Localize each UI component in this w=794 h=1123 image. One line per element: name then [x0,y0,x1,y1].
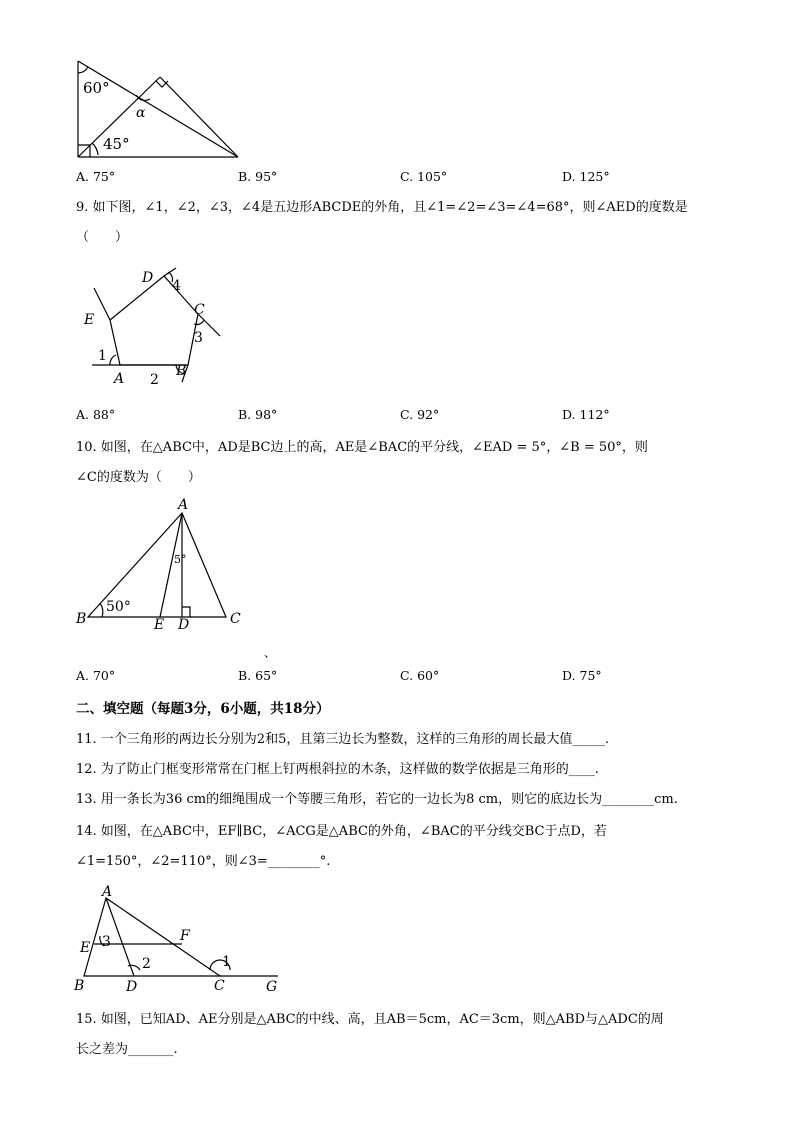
q14-label-1: 1 [222,954,231,970]
q9-pentagon [110,276,198,365]
q10-label-c: C [230,611,241,627]
q10-option-b[interactable]: B. 65° [238,668,278,683]
q10-label-d: D [178,617,190,633]
q9-arc-3 [194,320,204,325]
q8-figure [70,55,250,165]
q9-extension-d [164,268,176,276]
q14-label-f: F [180,928,190,944]
q14-label-3: 3 [102,934,111,950]
q9-option-c[interactable]: C. 92° [400,407,440,422]
q9-label-3: 3 [194,330,203,346]
q9-label-1: 1 [98,348,107,364]
q14-arc-2 [128,965,140,970]
q9-option-d[interactable]: D. 112° [562,407,610,422]
q9-figure [80,262,230,392]
q10-label-50: 50° [106,599,131,615]
q14-label-d: D [126,979,138,995]
q9-option-a[interactable]: A. 88° [76,407,116,422]
q14-question-text-2: ∠1=150°，∠2=110°，则∠3=________°. [76,854,331,869]
q14-label-2: 2 [142,956,151,972]
q9-label-b: B [176,363,187,379]
q9-label-2: 2 [150,372,159,388]
section-fill-in-title: 二、填空题（每题3分，6小题，共18分） [76,701,330,717]
q10-stray-mark: 、 [264,646,277,660]
q10-option-a[interactable]: A. 70° [76,668,116,683]
q10-arc-50 [100,603,103,617]
q8-option-c[interactable]: C. 105° [400,169,448,184]
q8-arc-60 [78,67,88,73]
q9-arc-1 [110,355,116,365]
q10-right-angle-mark [182,607,190,617]
q14-label-e: E [80,940,91,956]
q10-label-e: E [154,617,165,633]
q8-label-alpha: α [136,105,146,121]
q10-option-c[interactable]: C. 60° [400,668,440,683]
q10-label-a: A [178,497,189,513]
q8-label-45: 45° [103,135,130,153]
q15-question-text: 15. 如图，已知AD、AE分别是△ABC的中线、高，且AB＝5cm，AC＝3cm，则△ABD与△ADC的周 [76,1012,664,1027]
q9-label-4: 4 [172,278,181,294]
q9-label-c: C [194,302,205,318]
q8-option-a[interactable]: A. 75° [76,169,116,184]
q9-label-e: E [84,312,95,328]
q9-answer-paren: （ ） [76,230,129,245]
q14-label-a: A [102,884,113,900]
q9-label-a: A [114,371,125,387]
q12-question-text: 12. 为了防止门框变形常常在门框上钉两根斜拉的木条，这样做的数学依据是三角形的____. [76,762,599,777]
q10-label-b: B [76,611,87,627]
q10-option-d[interactable]: D. 75° [562,668,602,683]
q9-option-b[interactable]: B. 98° [238,407,278,422]
q14-figure [70,884,290,996]
q8-label-60: 60° [83,79,110,97]
q9-question-text: 9. 如下图，∠1，∠2，∠3，∠4是五边形ABCDE的外角，且∠1=∠2=∠3=∠4=68°，则∠AED的度数是 [76,200,688,215]
q14-label-b: B [74,978,85,994]
q13-question-text: 13. 用一条长为36 cm的细绳围成一个等腰三角形，若它的一边长为8 cm，则它的底边长为________cm. [76,792,678,807]
q15-question-text-2: 长之差为_______. [76,1042,178,1057]
q8-option-d[interactable]: D. 125° [562,169,610,184]
q9-label-d: D [142,270,154,286]
q14-label-g: G [266,979,278,995]
q10-label-5: 5° [174,553,187,566]
q9-extension-e [94,288,110,320]
q14-question-text: 14. 如图，在△ABC中，EF∥BC，∠ACG是△ABC的外角，∠BAC的平分线交BC于点D，若 [76,824,607,839]
q14-label-c: C [214,978,225,994]
q11-question-text: 11. 一个三角形的两边长分别为2和5，且第三边长为整数，这样的三角形的周长最大值_____. [76,732,609,747]
q8-arc-45 [92,143,98,155]
q8-hypotenuse [78,61,238,157]
q10-question-text: 10. 如图，在△ABC中，AD是BC边上的高，AE是∠BAC的平分线，∠EAD = 5°，∠B = 50°，则 [76,440,648,455]
q10-question-text-2: ∠C的度数为（ ） [76,470,201,485]
q8-option-b[interactable]: B. 95° [238,169,278,184]
q10-figure [72,495,252,635]
